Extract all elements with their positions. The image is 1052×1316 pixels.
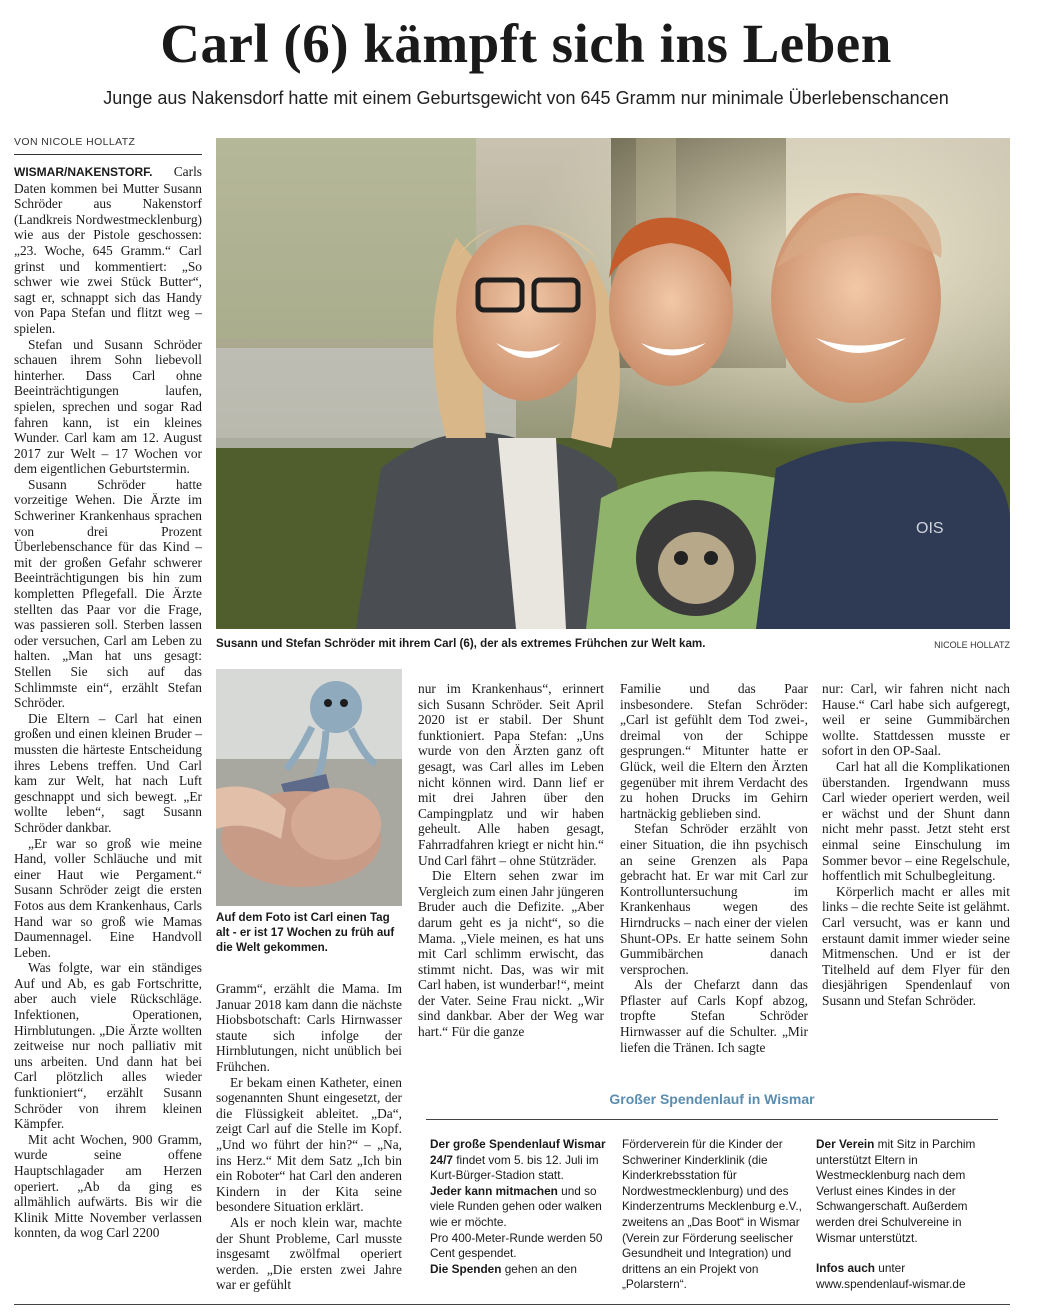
article-paragraph: Mit acht Wochen, 900 Gramm, wurde seine offene Hauptschlagader am Herzen operiert. „Ab da ging es allmählich aufwärts. Bis wir die Klinik Mitte November verlassen konnten, da wog Carl 2200 [14, 1131, 202, 1241]
info-box-column-1: Der große Spendenlauf Wismar 24/7 findet vom 5. bis 12. Juli im Kurt-Bürger-Stadion statt. Jeder kann mitmachen und so viele Runden gehen oder walken wie er möchte. Pro 400-Meter-Runde werden 50 Cent gespendet. Die Spenden gehen an den [430, 1137, 606, 1276]
article-column-4 [620, 681, 808, 1055]
article-paragraph: nur im Krankenhaus“, erinnert sich Susann Schröder. Seit April 2020 ist er stabil. Der Shunt funktioniert. Papa Stefan: „Uns wurde von den Ärzten ganz oft gesagt, was Carl alles im Leben nicht können wird. Dann lief er mit drei Jahren über den Campingplatz und wir haben geheult. Alle haben gesagt, Fahrradfahren kriegt er nicht hin.“ Und Carl fährt – ohne Stützräder. [418, 681, 604, 868]
article-paragraph: Was folgte, war ein ständiges Auf und Ab, es gab Fortschritte, aber auch viele Rückschläge. Infektionen, Operationen, Hirnblutungen. „Die Ärzte wollten zeitweise nur noch palliativ mit uns arbeiten. Und dann hat bei Carl plötzlich alles wieder funktioniert“, erzählt Susann Schröder von ihrem kleinen Kämpfer. [14, 960, 202, 1132]
info-box-divider [426, 1119, 998, 1120]
article-paragraph: Carl hat all die Komplikationen überstanden. Irgendwann muss Carl wieder operiert werden, weil er wächst und der Shunt dann nicht mehr passt. Jetzt steht erst einmal seine Einschulung im Sommer bevor – eine Regelschule, hoffentlich mit Schulbegleitung. [822, 758, 1010, 884]
article-column-1 [14, 164, 202, 1241]
article-paragraph: Körperlich macht er alles mit links – die rechte Seite ist gelähmt. Carl versucht, was er kann und erstaunt damit immer wieder seine Mitmenschen. Und er ist der Titelheld auf dem Flyer für den diesjährigen Spendenlauf von Susann und Stefan Schröder. [822, 883, 1010, 1008]
byline: VON NICOLE HOLLATZ [14, 136, 136, 148]
svg-text:OIS: OIS [916, 520, 944, 537]
bottom-divider [14, 1304, 1010, 1305]
article-paragraph: Stefan und Susann Schröder schauen ihrem Sohn liebevoll hinterher. Dass Carl ohne Beeinträchtigungen laufen, spielen, sprechen und sogar Rad fahren kann, ist ein kleines Wunder. Carl kam am 12. August 2017 zur Welt – 17 Wochen vor dem eigentlichen Geburtstermin. [14, 336, 202, 477]
info-box-title: Großer Spendenlauf in Wismar [609, 1091, 815, 1107]
article-paragraph: Als er noch klein war, machte der Shunt Probleme, Carl musste insgesamt zwölfmal operiert werden. „Die ersten zwei Jahre war er gefühlt [216, 1214, 402, 1293]
article-paragraph: Susann Schröder hatte vorzeitige Wehen. Die Ärzte im Schweriner Krankenhaus sprachen von drei Prozent Überlebenschance für das Kind –mit der großen Gefahr schwerer Beeinträchtigungen bis hin zum kompletten Pflegefall. Die Ärzte stellten das Paar vor die Frage, was passieren soll. Sterben lassen oder versuchen, Carl am Leben zu halten. „Man hat uns gesagt: Stellen Sie sich auf das Schlimmste ein“, erzählt Stefan Schröder. [14, 476, 202, 711]
article-paragraph: „Er war so groß wie meine Hand, voller Schläuche und mit einer Haut wie Pergament.“ Susann Schröder zeigt die ersten Fotos aus dem Krankenhaus, Carls Hand war so groß wie Mamas Daumennagel. Eine Handvoll Leben. [14, 835, 202, 960]
info-box-column-2: Förderverein für die Kinder der Schweriner Kinderklinik (die Kinderkrebsstation für Nordwestmecklenburg) und des Kinderzentrums Mecklenburg e.V., zweitens an „Das Boot“ in Wismar (Verein zur Förderung seelischer Gesundheit und Integration) und drittens an ein Projekt von „Polarstern“. [622, 1137, 802, 1292]
photo-credit: NICOLE HOLLATZ [934, 640, 1010, 650]
article-column-3 [418, 681, 604, 1040]
article-paragraph: Als der Chefarzt dann das Pflaster auf Carls Kopf abzog, tropfte Stefan Schröder Hirnwasser auf die Schulter. „Mir liefen die Tränen. Ich sagte [620, 977, 808, 1055]
article-paragraph: Die Eltern sehen zwar im Vergleich zum einen Jahr jüngeren Bruder auch die Defizite. „Aber darum geht es ja nicht“, so die Mama. „Viele meinen, es hat uns mit Carl schlimm erwischt, das stimmt nicht. Das, was wir mit Carl haben, ist wunderbar!“, meint der Vater. Seine Frau nickt. „Wir sind dankbar. Aber der Weg war hart.“ Für die ganze [418, 868, 604, 1040]
byline-divider [14, 154, 202, 155]
article-paragraph: Gramm“, erzählt die Mama. Im Januar 2018 kam dann die nächste Hiobsbotschaft: Carls Hirnwasser staute sich infolge der Hirnblutungen, nicht unüblich bei Frühchen. [216, 981, 402, 1074]
article-paragraph: Er bekam einen Katheter, einen sogenannten Shunt eingesetzt, der die Flüssigkeit ableitet. „Da“, zeigt Carl auf die Stelle im Kopf. „Und wo führt der hin?“ – „Na, ins Herz.“ Mit dem Satz „Ich bin ein Roboter“ hat Carl den anderen Kindern in der Kita seine besondere Situation erklärt. [216, 1074, 402, 1215]
info-box [426, 1091, 998, 1301]
article-paragraph: Familie und das Paar insbesondere. Stefan Schröder: „Carl ist gefühlt dem Tod zwei-, dreimal von der Schippe gesprungen.“ Mitunter hatte er Glück, weil die Eltern den Ärzten gegenüber mit ihrem Verdacht des zu hohen Drucks im Gehirn hartnäckig geblieben sind. [620, 681, 808, 821]
article-paragraph: WISMAR/NAKENSTORF. Carls Daten kommen bei Mutter Susann Schröder aus Nakenstorf (Landkreis Nordwestmecklenburg) wie aus der Pistole geschossen: „23. Woche, 645 Gramm.“ Carl grinst und kommentiert: „So schwer wie zwei Stück Butter“, sagt er, schnappt sich das Handy von Papa Stefan und flitzt weg – spielen. [14, 164, 202, 336]
photo-caption: Susann und Stefan Schröder mit ihrem Carl (6), der als extremes Frühchen zur Welt kam. [216, 637, 706, 650]
website-link[interactable]: www.spendenlauf-wismar.de [816, 1276, 966, 1291]
family-photo [216, 138, 1010, 629]
dateline: WISMAR/NAKENSTORF. [14, 165, 153, 179]
baby-photo-caption: Auf dem Foto ist Carl einen Tag alt - er ist 17 Wochen zu früh auf die Welt gekommen. [216, 911, 395, 954]
article-paragraph: Die Eltern – Carl hat einen großen und einen kleinen Bruder – mussten die härteste Entscheidung ihres Lebens treffen. Und Carl kam zur Welt, hat nach Luft geschnappt und sich bewegt. „Er wollte leben“, sagt Susann Schröder dankbar. [14, 710, 202, 835]
article-column-5 [822, 681, 1010, 1008]
headline: Carl (6) kämpft sich ins Leben [160, 13, 892, 74]
article-paragraph: Stefan Schröder erzählt von einer Situation, die ihn psychisch an seine Grenzen als Papa gebracht hat. Er war mit Carl zur Kontrolluntersuchung im Krankenhaus wegen des Hirndrucks – nach einer der vielen Shunt-OPs. Er hatte seinem Sohn Gummibärchen danach versprochen. [620, 821, 808, 977]
article-column-2 [216, 981, 402, 1293]
info-box-column-3: Der Verein mit Sitz in Parchim unterstützt Eltern in Westmecklenburg nach dem Verlust eines Kindes in der Schwangerschaft. Außerdem werden drei Schulvereine in Wismar unterstützt. Infos auch unter www.spendenlauf-wismar.de [816, 1137, 998, 1292]
baby-photo [216, 669, 402, 906]
subheadline: Junge aus Nakensdorf hatte mit einem Geburtsgewicht von 645 Gramm nur minimale Überlebenschancen [103, 88, 949, 108]
article-paragraph: nur: Carl, wir fahren nicht nach Hause.“ Carl habe sich aufgeregt, weil er seine Gummibärchen wollte. Stattdessen musste er sofort in den OP-Saal. [822, 681, 1010, 759]
